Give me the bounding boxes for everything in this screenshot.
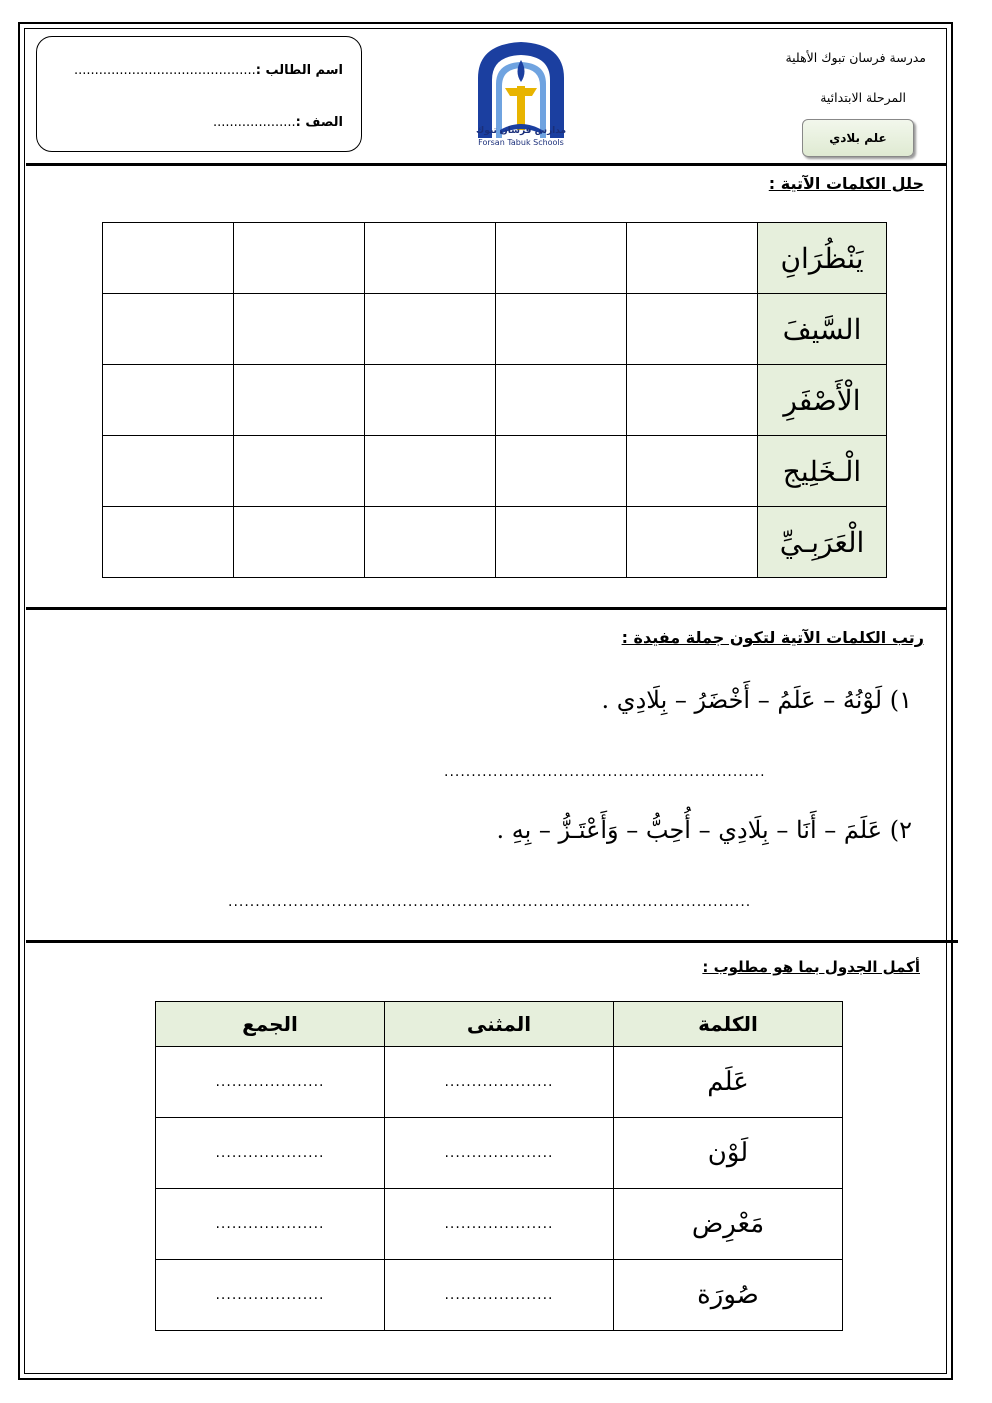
header-word: الكلمة: [614, 1002, 843, 1047]
word-cell: يَنْظُرَانِ: [758, 223, 887, 294]
answer-cell[interactable]: [365, 507, 496, 578]
answer-cell[interactable]: [234, 365, 365, 436]
class-dots: ....................: [212, 115, 296, 130]
answer-cell[interactable]: [627, 436, 758, 507]
student-name-label: اسم الطالب :: [255, 63, 343, 78]
section2-divider: [26, 940, 958, 943]
student-name-dots: ............................................: [73, 63, 256, 78]
sentence-1: ١) لَوْنُهُ – عَلَمُ – أَخْضَرُ – بِلَادِي .: [601, 686, 912, 714]
subject-badge: علم بلادي: [802, 119, 914, 157]
table-row: [103, 507, 887, 578]
answer-cell[interactable]: [627, 294, 758, 365]
answer-cell[interactable]: [365, 223, 496, 294]
sentence-2: ٢) عَلَمَ – أَنَا – بِلَادِي – أُحِبُّ – وَأَعْتَـزُّ – بِهِ .: [496, 816, 912, 844]
logo-caption-english: Forsan Tabuk Schools: [478, 138, 564, 147]
dual-blank[interactable]: ....................: [385, 1260, 614, 1331]
word-cell: مَعْرِض: [614, 1189, 843, 1260]
logo-caption-arabic: مدارس فرسان تبوك: [475, 126, 567, 136]
answer-cell[interactable]: [496, 365, 627, 436]
table-row: [103, 223, 887, 294]
answer-cell[interactable]: [103, 436, 234, 507]
answer-cell[interactable]: [496, 436, 627, 507]
header-dual: المثنى: [385, 1002, 614, 1047]
answer-cell[interactable]: [496, 507, 627, 578]
section3-title: أكمل الجدول بما هو مطلوب :: [702, 958, 920, 976]
table-row: [156, 1189, 843, 1260]
section1-title: حلل الكلمات الآتية :: [768, 174, 924, 193]
dual-blank[interactable]: ....................: [385, 1189, 614, 1260]
word-forms-table: [155, 1001, 843, 1331]
plural-blank[interactable]: ....................: [156, 1047, 385, 1118]
answer-cell[interactable]: [234, 223, 365, 294]
answer-cell[interactable]: [627, 365, 758, 436]
school-stage: المرحلة الابتدائية: [820, 90, 906, 105]
answer-cell[interactable]: [103, 223, 234, 294]
answer-line-2[interactable]: ................................................................................................: [228, 894, 752, 910]
table-row: [156, 1047, 843, 1118]
answer-cell[interactable]: [496, 223, 627, 294]
table-row: [103, 436, 887, 507]
class-field[interactable]: [213, 115, 343, 130]
word-cell: لَوْن: [614, 1118, 843, 1189]
answer-cell[interactable]: [365, 365, 496, 436]
answer-cell[interactable]: [365, 436, 496, 507]
table-row: [103, 294, 887, 365]
analysis-table: [102, 222, 887, 578]
dual-blank[interactable]: ....................: [385, 1118, 614, 1189]
table-row: [156, 1260, 843, 1331]
class-label: الصف :: [295, 115, 343, 130]
table-row: [103, 365, 887, 436]
header-plural: الجمع: [156, 1002, 385, 1047]
student-name-field[interactable]: [74, 63, 343, 78]
answer-cell[interactable]: [365, 294, 496, 365]
word-cell: الْأَصْفَرِ: [758, 365, 887, 436]
answer-cell[interactable]: [234, 436, 365, 507]
word-cell: السَّيفَ: [758, 294, 887, 365]
plural-blank[interactable]: ....................: [156, 1189, 385, 1260]
answer-cell[interactable]: [627, 223, 758, 294]
answer-line-1[interactable]: ...........................................................: [444, 764, 766, 780]
answer-cell[interactable]: [627, 507, 758, 578]
answer-cell[interactable]: [103, 507, 234, 578]
word-cell: الْعَرَبِـيِّ: [758, 507, 887, 578]
plural-blank[interactable]: ....................: [156, 1260, 385, 1331]
section1-divider: [26, 607, 946, 610]
school-name: مدرسة فرسان تبوك الأهلية: [785, 50, 926, 65]
word-cell: صُورَة: [614, 1260, 843, 1331]
dual-blank[interactable]: ....................: [385, 1047, 614, 1118]
table-header-row: [156, 1002, 843, 1047]
answer-cell[interactable]: [103, 365, 234, 436]
plural-blank[interactable]: ....................: [156, 1118, 385, 1189]
answer-cell[interactable]: [496, 294, 627, 365]
section2-title: رتب الكلمات الآتية لتكون جملة مفيدة :: [621, 628, 924, 647]
answer-cell[interactable]: [234, 507, 365, 578]
word-cell: الْـخَلِيج: [758, 436, 887, 507]
table-row: [156, 1118, 843, 1189]
answer-cell[interactable]: [234, 294, 365, 365]
word-cell: عَلَم: [614, 1047, 843, 1118]
answer-cell[interactable]: [103, 294, 234, 365]
header-divider: [26, 163, 946, 166]
student-info-box: [36, 36, 362, 152]
